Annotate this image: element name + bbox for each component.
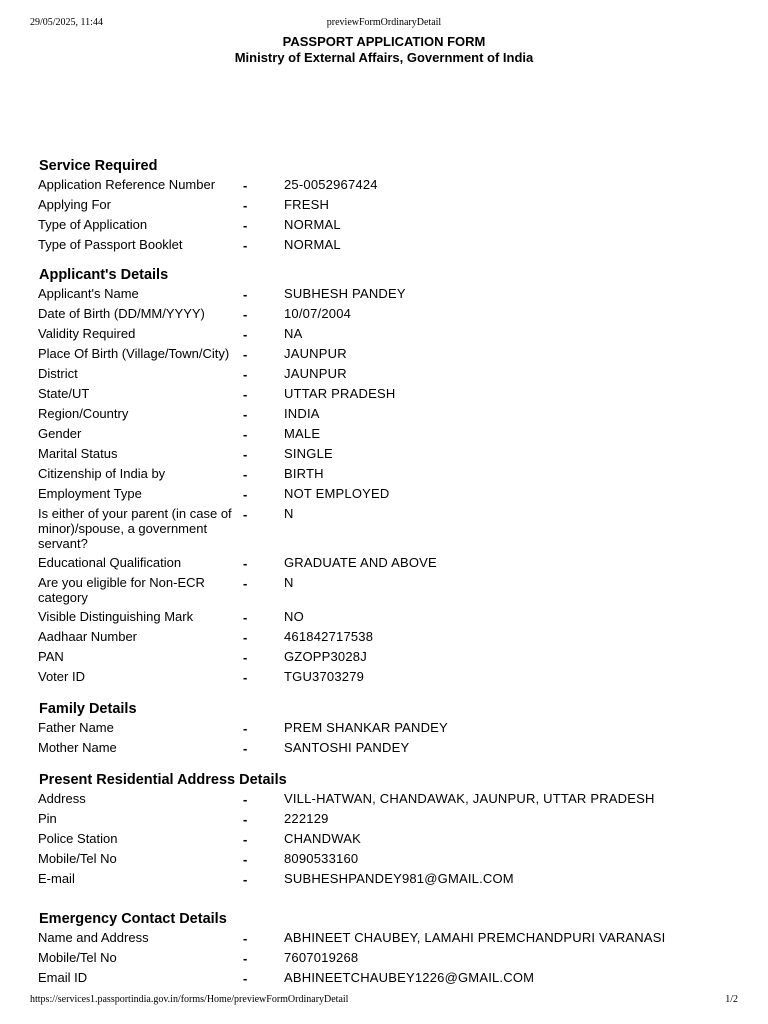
field-row — [38, 175, 738, 195]
field-row — [38, 484, 738, 504]
field-separator: - — [243, 367, 248, 382]
field-separator: - — [243, 198, 248, 213]
field-row — [38, 849, 738, 869]
field-value: N — [284, 506, 294, 521]
field-separator: - — [243, 387, 248, 402]
field-value: ABHINEET CHAUBEY, LAMAHI PREMCHANDPURI VARANASI — [284, 930, 666, 945]
field-row — [38, 324, 738, 344]
section-family-details — [38, 700, 738, 758]
field-row — [38, 968, 738, 988]
field-value: 222129 — [284, 811, 329, 826]
field-row — [38, 284, 738, 304]
field-value: UTTAR PRADESH — [284, 386, 396, 401]
field-label: Aadhaar Number — [38, 629, 137, 644]
field-value: NORMAL — [284, 237, 341, 252]
field-value: INDIA — [284, 406, 320, 421]
field-label: Voter ID — [38, 669, 85, 684]
field-value: CHANDWAK — [284, 831, 361, 846]
field-separator: - — [243, 347, 248, 362]
field-label: Applying For — [38, 197, 111, 212]
field-row — [38, 809, 738, 829]
field-separator: - — [243, 287, 248, 302]
field-separator: - — [243, 238, 248, 253]
field-row — [38, 829, 738, 849]
field-row — [38, 464, 738, 484]
field-label: Employment Type — [38, 486, 142, 501]
section-emergency-contact-details — [38, 910, 738, 988]
field-row — [38, 667, 738, 687]
field-separator: - — [243, 427, 248, 442]
field-label: Applicant's Name — [38, 286, 139, 301]
field-row — [38, 869, 738, 889]
field-separator: - — [243, 407, 248, 422]
field-label: PAN — [38, 649, 64, 664]
field-row — [38, 647, 738, 667]
field-separator: - — [243, 852, 248, 867]
section-title: Applicant's Details — [39, 267, 169, 283]
field-row — [38, 738, 738, 758]
field-row — [38, 404, 738, 424]
field-value: N — [284, 575, 294, 590]
field-value: JAUNPUR — [284, 366, 347, 381]
field-row — [38, 553, 738, 573]
field-label: Visible Distinguishing Mark — [38, 609, 194, 624]
section-title: Emergency Contact Details — [39, 911, 227, 927]
field-row — [38, 627, 738, 647]
field-row — [38, 364, 738, 384]
field-label: Date of Birth (DD/MM/YYYY) — [38, 306, 205, 321]
section-present-residential-address-details — [38, 771, 738, 889]
field-row — [38, 789, 738, 809]
field-list — [38, 175, 738, 255]
section-title: Family Details — [39, 701, 137, 717]
field-separator: - — [243, 650, 248, 665]
field-label: Address — [38, 791, 86, 806]
field-row — [38, 384, 738, 404]
field-label: Name and Address — [38, 930, 149, 945]
field-separator: - — [243, 931, 248, 946]
field-row — [38, 215, 738, 235]
field-value: SUBHESHPANDEY981@GMAIL.COM — [284, 871, 514, 886]
print-page-title: previewFormOrdinaryDetail — [326, 17, 442, 28]
field-value: PREM SHANKAR PANDEY — [284, 720, 448, 735]
field-label: Type of Passport Booklet — [38, 237, 183, 252]
field-value: SANTOSHI PANDEY — [284, 740, 410, 755]
field-separator: - — [243, 741, 248, 756]
field-label: Mother Name — [38, 740, 117, 755]
field-label: E-mail — [38, 871, 75, 886]
field-label: Educational Qualification — [38, 555, 182, 570]
field-value: 10/07/2004 — [284, 306, 352, 321]
field-list — [38, 789, 738, 889]
field-label: Region/Country — [38, 406, 129, 421]
field-value: NO — [284, 609, 304, 624]
document-subtitle: Ministry of External Affairs, Government of India — [234, 50, 534, 65]
field-value: 8090533160 — [284, 851, 359, 866]
field-label: Application Reference Number — [38, 177, 216, 192]
document-heading — [0, 34, 768, 66]
field-value: 7607019268 — [284, 950, 359, 965]
field-row — [38, 573, 738, 607]
field-row — [38, 195, 738, 215]
field-label: Mobile/Tel No — [38, 851, 117, 866]
field-row — [38, 235, 738, 255]
field-separator: - — [243, 812, 248, 827]
field-value: GZOPP3028J — [284, 649, 367, 664]
field-label: Mobile/Tel No — [38, 950, 117, 965]
field-separator: - — [243, 670, 248, 685]
field-list — [38, 284, 738, 687]
field-value: ABHINEETCHAUBEY1226@GMAIL.COM — [284, 970, 535, 985]
field-row — [38, 304, 738, 324]
field-value: JAUNPUR — [284, 346, 347, 361]
field-label: Gender — [38, 426, 82, 441]
section-title: Present Residential Address Details — [39, 772, 287, 788]
field-label: Email ID — [38, 970, 88, 985]
field-row — [38, 424, 738, 444]
field-value: NOT EMPLOYED — [284, 486, 390, 501]
field-value: TGU3703279 — [284, 669, 365, 684]
section-service-required — [38, 157, 738, 255]
field-separator: - — [243, 576, 248, 591]
field-value: NA — [284, 326, 303, 341]
field-separator: - — [243, 630, 248, 645]
field-label: Marital Status — [38, 446, 118, 461]
field-value: SINGLE — [284, 446, 333, 461]
field-label: Police Station — [38, 831, 118, 846]
field-list — [38, 928, 738, 988]
document-title: PASSPORT APPLICATION FORM — [282, 34, 486, 49]
field-separator: - — [243, 971, 248, 986]
field-row — [38, 928, 738, 948]
field-label: Father Name — [38, 720, 114, 735]
field-value: VILL-HATWAN, CHANDAWAK, JAUNPUR, UTTAR PRADESH — [284, 791, 655, 806]
field-label: Pin — [38, 811, 57, 826]
field-separator: - — [243, 951, 248, 966]
field-value: NORMAL — [284, 217, 341, 232]
field-value: 25-0052967424 — [284, 177, 378, 192]
print-datetime: 29/05/2025, 11:44 — [30, 17, 103, 28]
field-row — [38, 504, 738, 553]
field-separator: - — [243, 721, 248, 736]
section-applicant-s-details — [38, 266, 738, 687]
section-title: Service Required — [39, 158, 158, 174]
field-label: Is either of your parent (in case of minor)/spouse, a government servant? — [38, 506, 232, 551]
field-separator: - — [243, 872, 248, 887]
field-value: FRESH — [284, 197, 330, 212]
field-separator: - — [243, 487, 248, 502]
print-page-number: 1/2 — [725, 994, 738, 1005]
field-separator: - — [243, 556, 248, 571]
field-separator: - — [243, 792, 248, 807]
field-separator: - — [243, 327, 248, 342]
field-separator: - — [243, 218, 248, 233]
field-label: District — [38, 366, 78, 381]
field-separator: - — [243, 832, 248, 847]
field-row — [38, 607, 738, 627]
field-label: Validity Required — [38, 326, 136, 341]
field-row — [38, 344, 738, 364]
field-separator: - — [243, 610, 248, 625]
field-value: BIRTH — [284, 466, 324, 481]
field-label: State/UT — [38, 386, 90, 401]
field-value: MALE — [284, 426, 321, 441]
field-row — [38, 718, 738, 738]
form-details — [38, 145, 738, 988]
field-value: 461842717538 — [284, 629, 374, 644]
field-row — [38, 444, 738, 464]
field-label: Citizenship of India by — [38, 466, 166, 481]
field-label: Type of Application — [38, 217, 148, 232]
field-separator: - — [243, 447, 248, 462]
field-list — [38, 718, 738, 758]
field-row — [38, 948, 738, 968]
field-separator: - — [243, 507, 248, 522]
field-value: GRADUATE AND ABOVE — [284, 555, 437, 570]
print-url: https://services1.passportindia.gov.in/forms/Home/previewFormOrdinaryDetail — [30, 994, 349, 1005]
field-separator: - — [243, 178, 248, 193]
field-label: Are you eligible for Non-ECR category — [38, 575, 205, 605]
field-separator: - — [243, 307, 248, 322]
field-label: Place Of Birth (Village/Town/City) — [38, 346, 230, 361]
field-value: SUBHESH PANDEY — [284, 286, 406, 301]
field-separator: - — [243, 467, 248, 482]
